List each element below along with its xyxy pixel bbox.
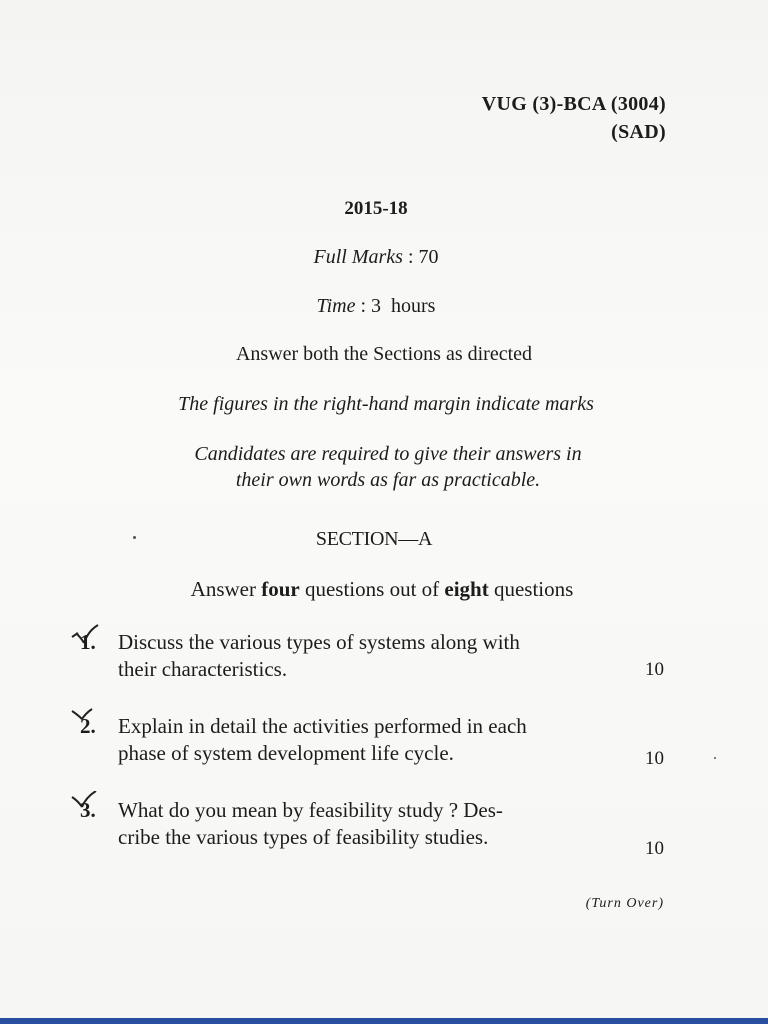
question-text (118, 629, 638, 683)
candidates-note-line1: Candidates are required to give their answers in (194, 443, 582, 465)
paper-code (482, 90, 666, 146)
question-text (118, 797, 638, 851)
exam-year: 2015-18 (344, 198, 408, 219)
question-text (118, 713, 638, 767)
section-instruction (0, 577, 766, 602)
instruction-suffix: questions (488, 577, 574, 601)
candidates-note (4, 441, 768, 493)
question-text-line1: Explain in detail the activities performed in each (118, 714, 527, 738)
question-text-line1: Discuss the various types of systems along with (118, 630, 520, 654)
question-text-line1: What do you mean by feasibility study ? Des- (118, 798, 503, 822)
turn-over-note: (Turn Over) (585, 896, 664, 911)
paper-code-line2: (SAD) (611, 121, 666, 143)
section-title: SECTION—A (315, 528, 433, 550)
figures-note: The figures in the right-hand margin indicate marks (178, 393, 594, 415)
question-text-line2: cribe the various types of feasibility studies. (118, 825, 489, 849)
question-number: 1. (80, 630, 96, 654)
instruction-count: four (261, 577, 300, 601)
paper-speck (714, 757, 716, 759)
question-number: 2. (80, 714, 96, 738)
instruction-total: eight (444, 577, 489, 601)
general-directive: Answer both the Sections as directed (235, 343, 533, 365)
time-value: : 3 hours (355, 295, 436, 317)
paper-code-line1: VUG (3)-BCA (3004) (481, 93, 666, 115)
question-marks: 10 (645, 748, 664, 769)
question-text-line2: phase of system development life cycle. (118, 741, 454, 765)
time-label: Time (316, 295, 356, 317)
instruction-mid: questions out of (299, 577, 445, 601)
paper-speck (133, 536, 136, 539)
question-marks: 10 (645, 659, 664, 680)
scan-edge (0, 1018, 768, 1024)
full-marks-label: Full Marks (313, 246, 403, 268)
candidates-note-line2: their own words as far as practicable. (235, 469, 541, 491)
question-text-line2: their characteristics. (118, 657, 288, 681)
full-marks-value: : 70 (402, 246, 439, 268)
question-number: 3. (80, 798, 96, 822)
question-marks: 10 (645, 838, 664, 859)
instruction-prefix: Answer (190, 577, 262, 601)
full-marks (0, 246, 760, 269)
time-allowed (0, 295, 760, 318)
